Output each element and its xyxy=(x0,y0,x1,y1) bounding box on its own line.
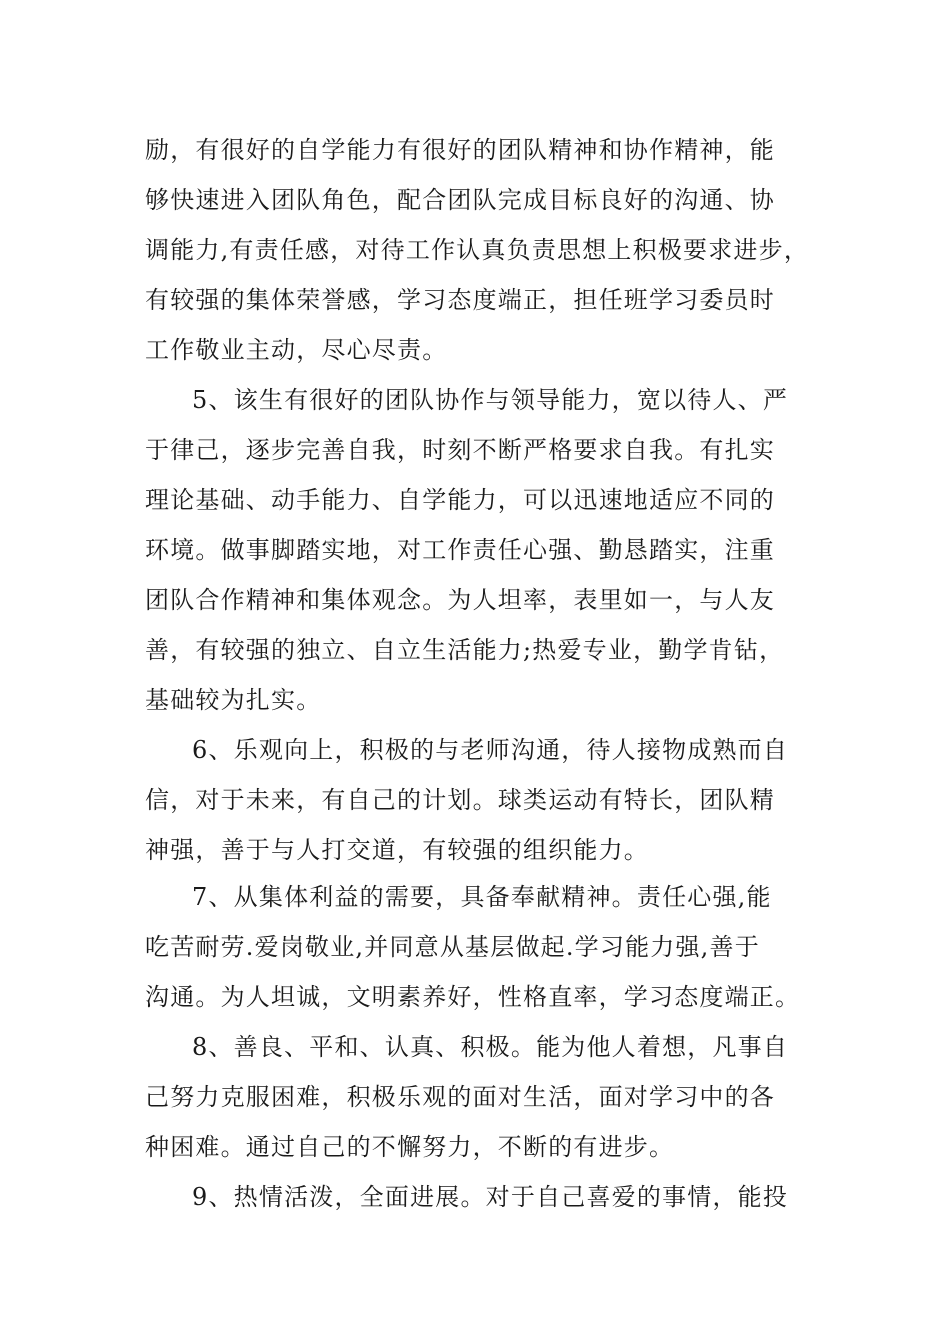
text-line: 励，有很好的自学能力有很好的团队精神和协作精神，能 xyxy=(145,136,775,164)
text-line: 基础较为扎实。 xyxy=(145,686,322,714)
text-line: 己努力克服困难，积极乐观的面对生活，面对学习中的各 xyxy=(145,1083,775,1111)
text-line: 善，有较强的独立、自立生活能力;热爱专业，勤学肯钻， xyxy=(145,636,785,664)
paragraph-6-start: 6、乐观向上，积极的与老师沟通，待人接物成熟而自 xyxy=(192,736,789,764)
text-line: 沟通。为人坦诚，文明素养好，性格直率，学习态度端正。 xyxy=(145,983,801,1011)
text-line: 信，对于未来，有自己的计划。球类运动有特长，团队精 xyxy=(145,786,775,814)
text-line: 团队合作精神和集体观念。为人坦率，表里如一，与人友 xyxy=(145,586,775,614)
paragraph-7-start: 7、从集体利益的需要，具备奉献精神。责任心强,能 xyxy=(192,883,772,911)
text-line: 够快速进入团队角色，配合团队完成目标良好的沟通、协 xyxy=(145,186,775,214)
text-line: 种困难。通过自己的不懈努力，不断的有进步。 xyxy=(145,1133,675,1161)
paragraph-8-start: 8、善良、平和、认真、积极。能为他人着想，凡事自 xyxy=(192,1033,789,1061)
text-line: 理论基础、动手能力、自学能力，可以迅速地适应不同的 xyxy=(145,486,775,514)
text-line: 有较强的集体荣誉感，学习态度端正，担任班学习委员时 xyxy=(145,286,775,314)
text-line: 工作敬业主动，尽心尽责。 xyxy=(145,336,448,364)
text-line: 于律己，逐步完善自我，时刻不断严格要求自我。有扎实 xyxy=(145,436,775,464)
paragraph-9-start: 9、热情活泼，全面进展。对于自己喜爱的事情，能投 xyxy=(192,1183,789,1211)
text-line: 环境。做事脚踏实地，对工作责任心强、勤恳踏实，注重 xyxy=(145,536,775,564)
paragraph-5-start: 5、该生有很好的团队协作与领导能力，宽以待人、严 xyxy=(192,386,789,414)
text-line: 吃苦耐劳.爱岗敬业,并同意从基层做起.学习能力强,善于 xyxy=(145,933,760,961)
text-line: 调能力,有责任感，对待工作认真负责思想上积极要求进步， xyxy=(145,236,810,264)
text-line: 神强，善于与人打交道，有较强的组织能力。 xyxy=(145,836,649,864)
